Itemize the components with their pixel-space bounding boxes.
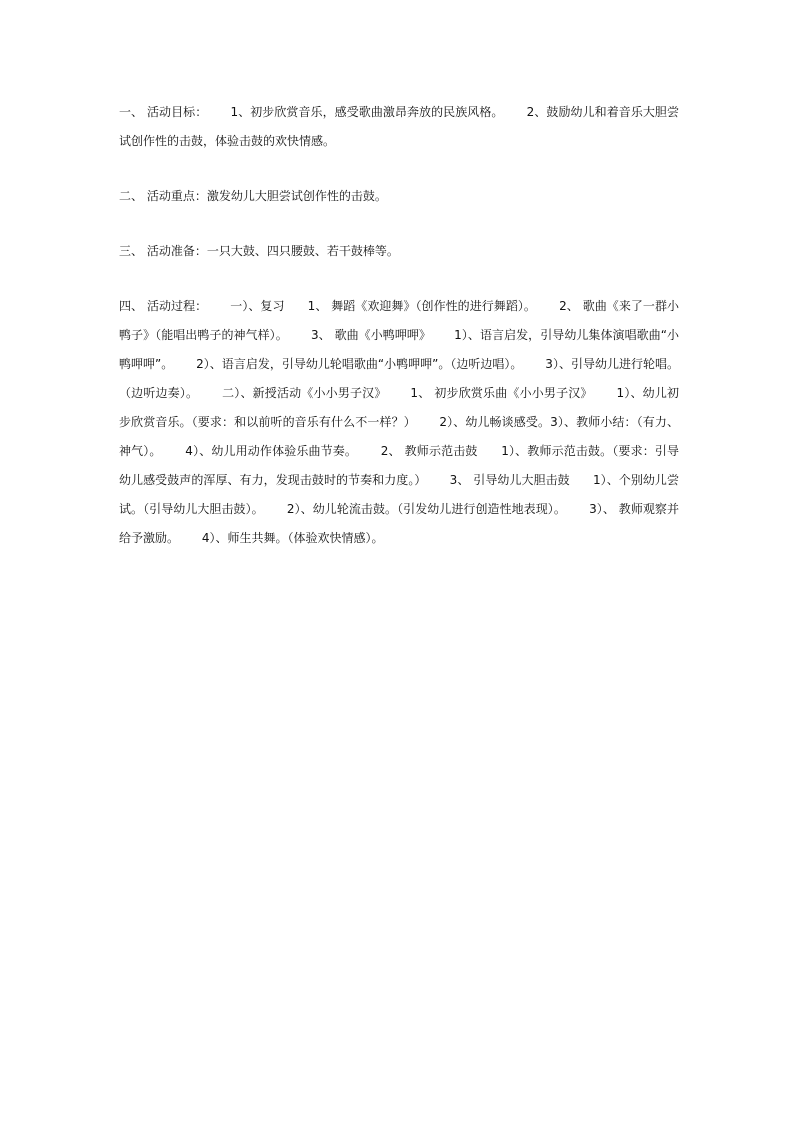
- section-objectives: 一、 活动目标： 1、初步欣赏音乐，感受歌曲激昂奔放的民族风格。 2、鼓励幼儿和着音乐大胆尝试创作性的击鼓，体验击鼓的欢快情感。: [119, 105, 679, 148]
- section-process: 四、 活动过程： 一）、复习 1、 舞蹈《欢迎舞》（创作性的进行舞蹈）。 2、 歌曲《来了一群小鸭子》（能唱出鸭子的神气样）。 3、 歌曲《小鸭呷呷》 1）、语言启发，引导幼儿集体演唱歌曲“小鸭呷呷”。 2）、语言启发，引导幼儿轮唱歌曲“小鸭呷呷”。（边听边唱）。 3）、引导幼儿进行轮唱。（边听边奏）。 二）、新授活动《小小男子汉》 1、 初步欣赏乐曲《小小男子汉》 1）、幼儿初步欣赏音乐。（要求：和以前听的音乐有什么不一样？） 2）、幼儿畅谈感受。3）、教师小结：（有力、神气）。 4）、幼儿用动作体验乐曲节奏。 2、 教师示范击鼓 1）、教师示范击鼓。（要求：引导幼儿感受鼓声的浑厚、有力，发现击鼓时的节奏和力度。） 3、 引导幼儿大胆击鼓 1）、个别幼儿尝试。（引导幼儿大胆击鼓）。 2）、幼儿轮流击鼓。（引发幼儿进行创造性地表现）。 3）、 教师观察并给予激励。 4）、师生共舞。（体验欢快情感）。: [119, 299, 679, 545]
- section-preparation: 三、 活动准备：一只大鼓、四只腰鼓、若干鼓棒等。: [119, 244, 399, 258]
- section-focus: 二、 活动重点：激发幼儿大胆尝试创作性的击鼓。: [119, 189, 387, 203]
- document-body: [119, 98, 679, 553]
